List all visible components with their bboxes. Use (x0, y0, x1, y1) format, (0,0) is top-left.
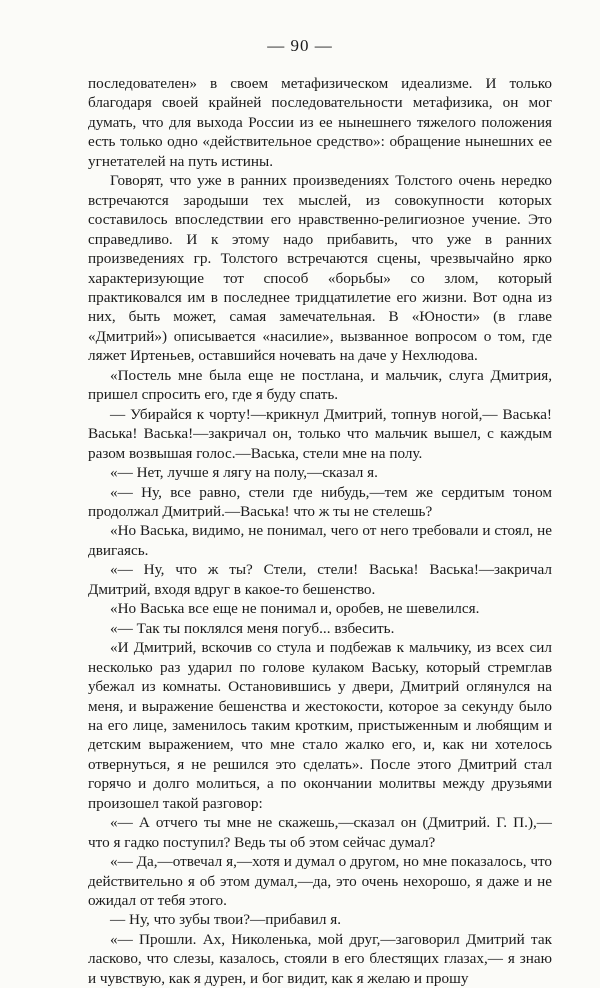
body-text (88, 74, 552, 988)
paragraph: «— А отчего ты мне не скажешь,—сказал он (Дмитрий. Г. П.),— что я гадко поступил? Ведь ты об этом сейчас думал? (88, 814, 552, 851)
paragraph: «И Дмитрий, вскочив со стула и подбежав к мальчику, из всех сил несколько раз ударил по голове кулаком Ваську, который стремглав убежал из комнаты. Остановившись у двери, Дмитрий оглянулся на меня, и выражение бешенства и жестокости, которое за секунду было на его лице, заменилось таким кротким, пристыженным и любящим и детским выражением, что мне стало жалко его, и, как ни хотелось отвернуться, я не решился это сделать». После этого Дмитрий стал горячо и долго молиться, а по окончании молитвы между друзьями произошел такой разговор: (88, 639, 552, 812)
page-number: — 90 — (267, 36, 333, 55)
paragraph: «— Да,—отвечал я,—хотя и думал о другом, но мне показалось, что действительно я об этом думал,—да, это очень нехорошо, я даже и не ожидал от тебя этого. (88, 853, 552, 910)
paragraph: — Убирайся к чорту!—крикнул Дмитрий, топнув ногой,— Васька! Васька! Васька!—закричал он, только что мальчик вышел, с каждым разом возвышая голос.—Васька, стели мне на полу. (88, 405, 552, 462)
paragraph: «Постель мне была еще не постлана, и мальчик, слуга Дмитрия, пришел спросить его, где я буду спать. (88, 366, 552, 404)
paragraph: — Ну, что зубы твои?—прибавил я. (110, 911, 342, 929)
paragraph: «Но Васька все еще не понимал и, оробев, не шевелился. (110, 600, 480, 618)
paragraph: «— Нет, лучше я лягу на полу,—сказал я. (110, 464, 378, 482)
paragraph: «— Так ты поклялся меня погуб... взбесить. (110, 619, 395, 637)
paragraph: «— Прошли. Ах, Николенька, мой друг,—заговорил Дмитрий так ласково, что слезы, казалось, стояли в его блестящих глазах,— я знаю и чувствую, как я дурен, и бог видит, как я желаю и прошу (88, 930, 552, 987)
paragraph: «— Ну, что ж ты? Стели, стели! Васька! Васька!—закричал Дмитрий, входя вдруг в какое-то бешенство. (88, 561, 552, 598)
paragraph: последователен» в своем метафизическом идеализме. И только благодаря своей крайней последовательности метафизика, он мог думать, что для выхода России из ее нынешнего тяжелого положения есть только одно «действительное средство»: обращение нынешних ее угнетателей на путь истины. (88, 75, 552, 170)
paragraph: «— Ну, все равно, стели где нибудь,—тем же сердитым тоном продолжал Дмитрий.—Васька! что ж ты не стелешь? (88, 483, 552, 520)
paragraph: «Но Васька, видимо, не понимал, чего от него требовали и стоял, не двигаясь. (88, 522, 552, 559)
paragraph: Говорят, что уже в ранних произведениях Толстого очень нередко встречаются зародыши тех мыслей, из совокупности которых составилось впоследствии его нравственно-религиозное учение. Это справедливо. И к этому надо прибавить, что уже в ранних произведениях гр. Толстого встречаются сцены, чрезвычайно ярко характеризующие тот способ «борьбы» со злом, который практиковался им в последнее тридцатилетие его жизни. Вот одна из них, быть может, самая замечательная. В «Юности» (в главе «Дмитрий») описывается «насилие», вызванное вопросом о том, где ляжет Иртеньев, оставшийся ночевать на даче у Нехлюдова. (88, 172, 552, 365)
